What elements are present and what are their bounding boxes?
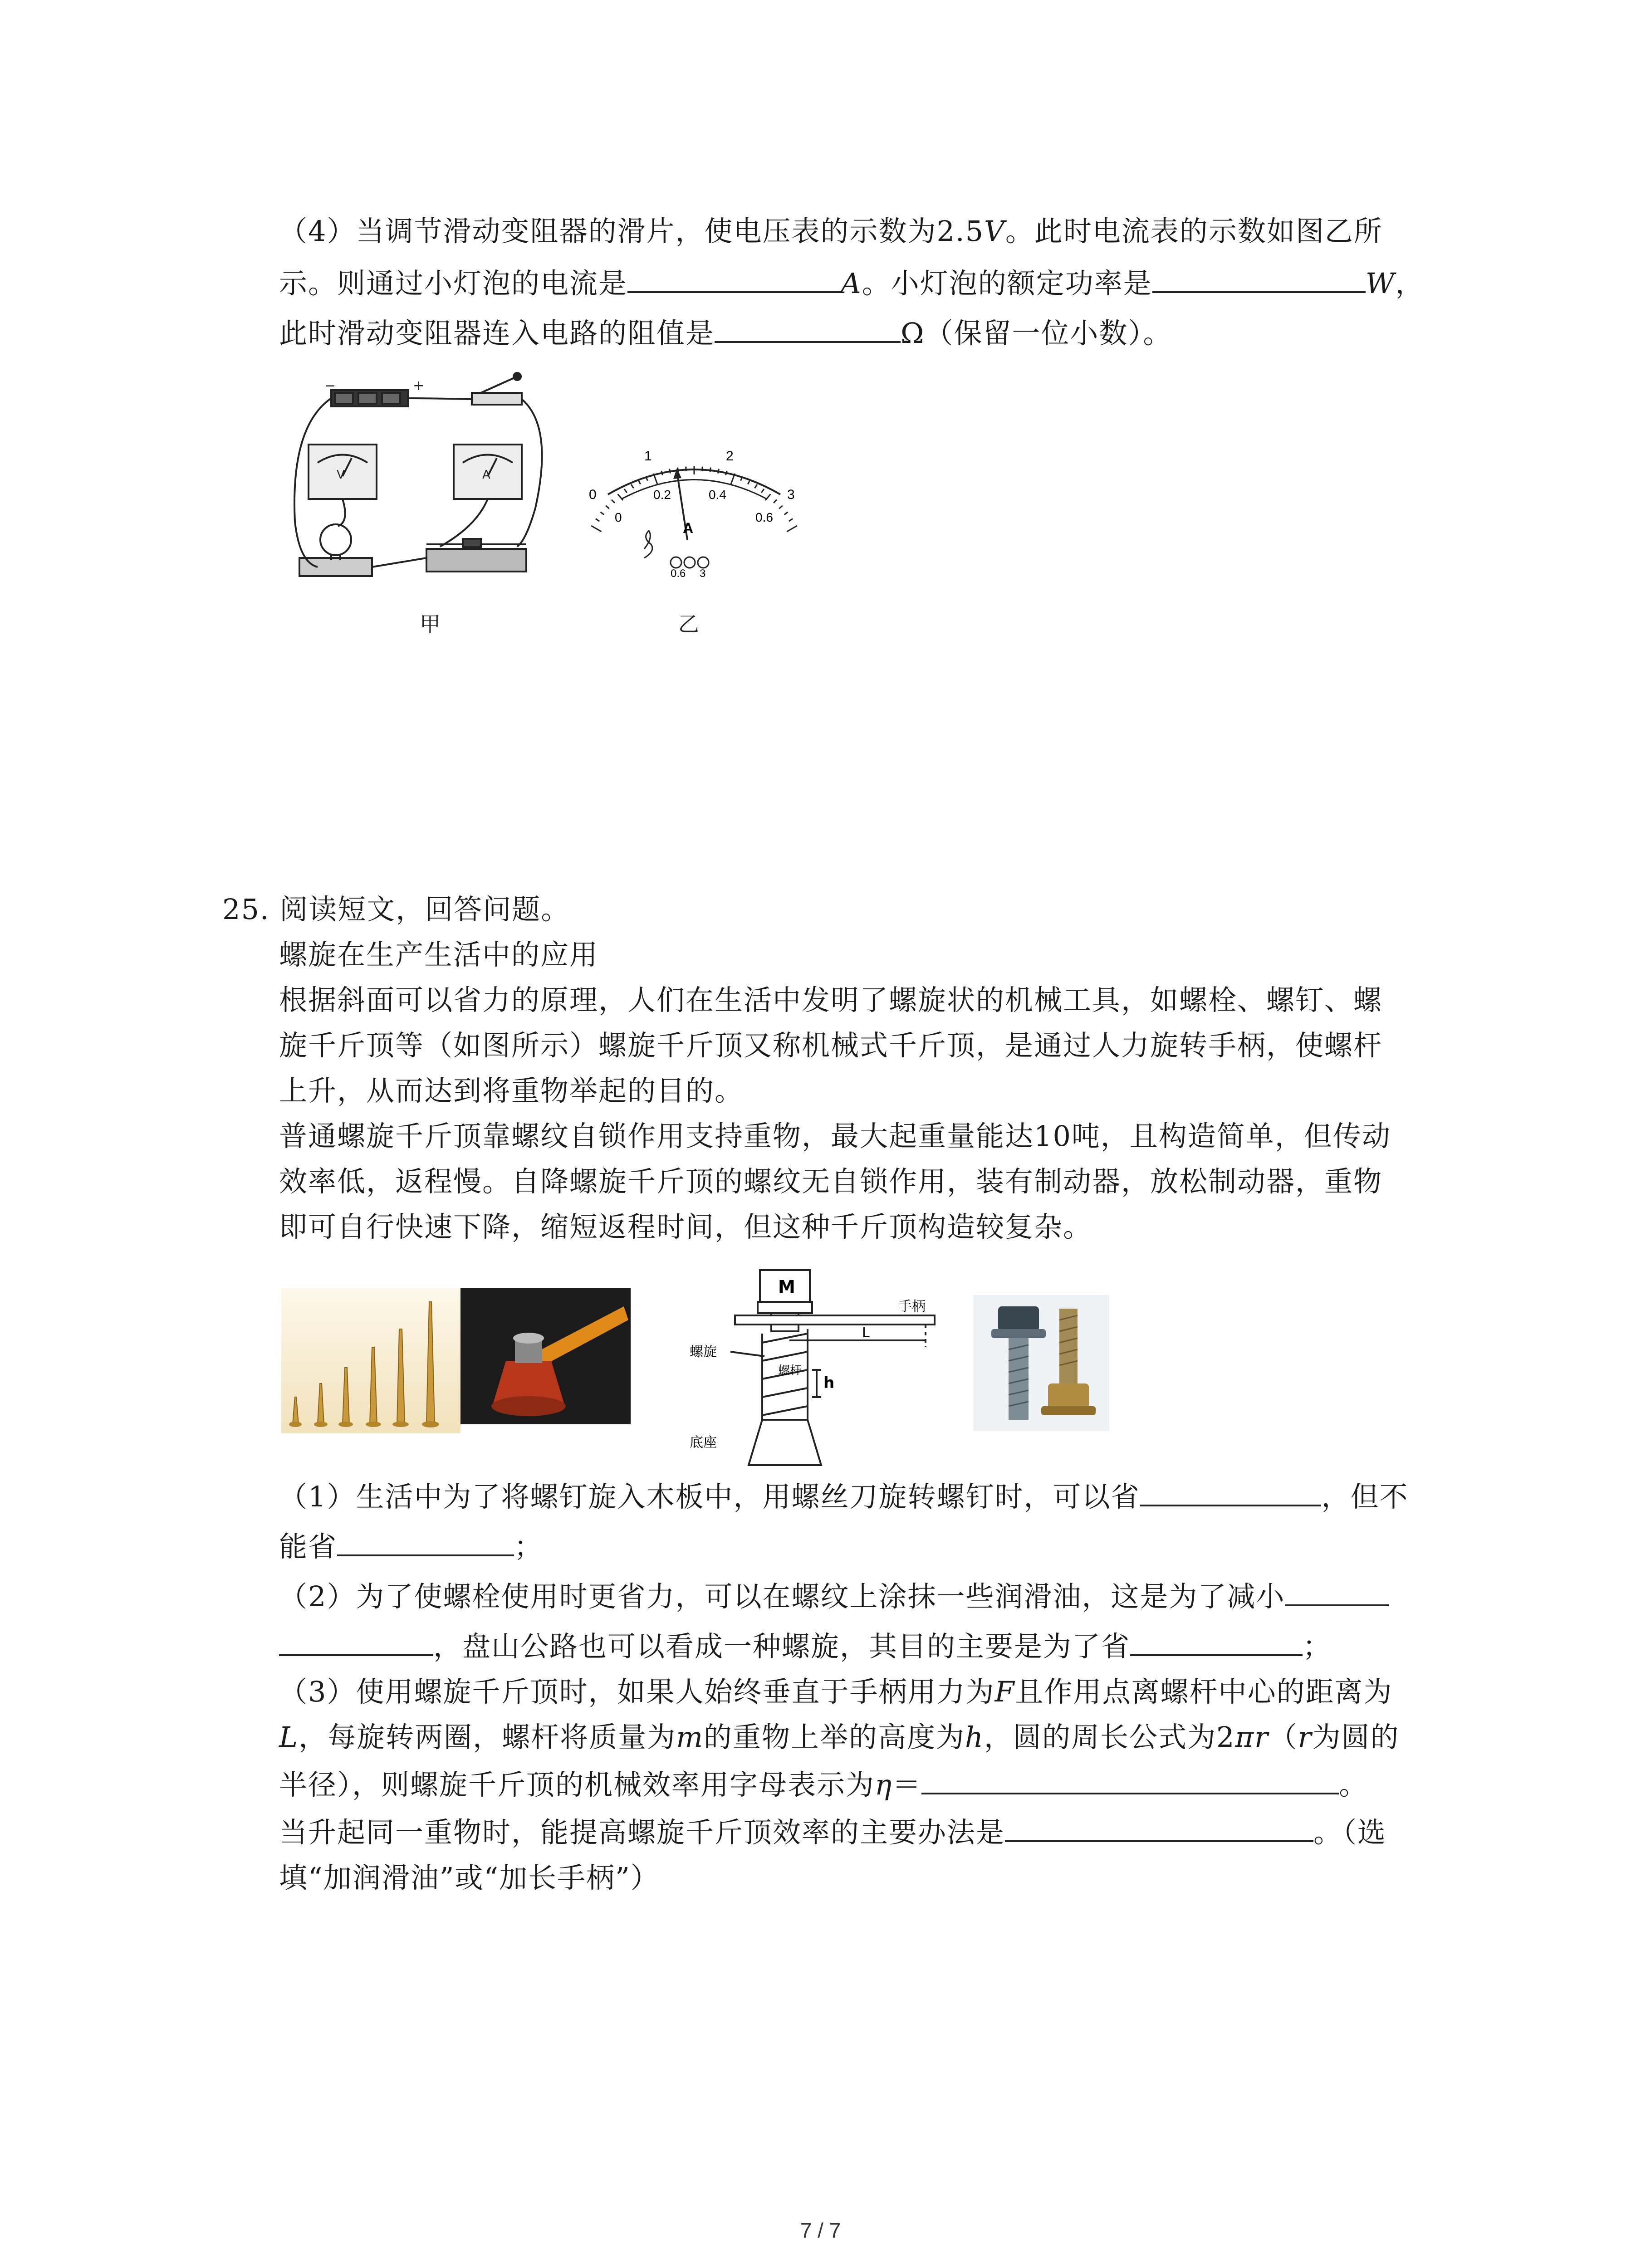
q25-sub3-line4 xyxy=(279,1812,1386,1851)
page-number: 7 / 7 xyxy=(800,2219,841,2242)
diagram-L-label: L xyxy=(862,1325,870,1341)
q25-para1-line2: 旋千斤顶等（如图所示）螺旋千斤顶又称机械式千斤顶，是通过人力旋转手柄，使螺杆 xyxy=(279,1029,1383,1062)
q25-sub3-line2 xyxy=(279,1719,1399,1755)
dial-tick xyxy=(661,471,663,475)
dial-tick xyxy=(765,494,771,500)
dial-tick xyxy=(761,489,764,493)
dial-tick xyxy=(718,469,719,474)
dial-tick xyxy=(789,518,793,521)
circuit-figure-jia xyxy=(281,372,554,603)
reduce-what-answer-blank-cont[interactable] xyxy=(279,1626,433,1656)
q24-line1-text: （4）当调节滑动变阻器的滑片，使电压表的示数为2.5 xyxy=(279,215,985,248)
q25-sub3-line1 xyxy=(279,1674,1393,1710)
dial-tick xyxy=(748,480,750,484)
q25-sub3-line3-end: 。 xyxy=(1339,1768,1368,1801)
q25-sub2-line1 xyxy=(279,1576,1389,1615)
dial-tick xyxy=(638,480,641,484)
q24-line2-end: ， xyxy=(1395,267,1425,300)
diagram-base-label: 底座 xyxy=(690,1435,717,1451)
voltmeter-symbol: V xyxy=(337,468,345,482)
dial-tick xyxy=(787,526,797,532)
diagram-handle-label: 手柄 xyxy=(898,1299,926,1315)
q25-sub3-L: L xyxy=(279,1721,299,1754)
q25-sub1-text1: （1）生活中为了将螺钉旋入木板中，用螺丝刀旋转螺钉时，可以省 xyxy=(279,1480,1140,1513)
figure-caption-yi: 乙 xyxy=(678,612,699,636)
save-what-answer-blank[interactable] xyxy=(1140,1476,1321,1506)
improve-efficiency-answer-blank[interactable] xyxy=(1005,1812,1313,1842)
dial-tick xyxy=(755,484,757,488)
q25-para2-line3: 即可自行快速下降，缩短返程时间，但这种千斤顶构造较复杂。 xyxy=(279,1210,1092,1243)
dial-bottom-0: 0 xyxy=(615,510,622,524)
dial-top-3: 3 xyxy=(787,487,795,502)
q24-line2-start: 示。则通过小灯泡的电流是 xyxy=(279,267,628,300)
dial-tick xyxy=(774,500,777,503)
dial-ammeter-symbol: A xyxy=(683,520,694,536)
dial-tick xyxy=(784,512,788,515)
q25-sub3-pir: πr xyxy=(1235,1721,1269,1754)
q25-para2-line2: 效率低，返程慢。自降螺旋千斤顶的螺纹无自锁作用，装有制动器，放松制动器，重物 xyxy=(279,1165,1383,1198)
q25-para1-line1: 根据斜面可以省力的原理，人们在生活中发明了螺旋状的机械工具，如螺栓、螺钉、螺 xyxy=(279,983,1383,1017)
q25-para1-line3: 上升，从而达到将重物举起的目的。 xyxy=(279,1074,744,1107)
q25-sub1-text1-end: ，但不 xyxy=(1321,1480,1409,1513)
q25-sub3-line3 xyxy=(279,1765,1368,1803)
q24-line2-mid: 。小灯泡的额定功率是 xyxy=(862,267,1152,300)
dial-tick xyxy=(779,506,782,509)
q25-sub2-line2 xyxy=(279,1626,1332,1665)
q25-sub1-line1 xyxy=(279,1476,1408,1515)
q25-sub3-line2-a: ，每旋转两圈，螺杆将质量为 xyxy=(299,1721,676,1754)
q25-sub3-line1-start: （3）使用螺旋千斤顶时，如果人始终垂直于手柄用力为 xyxy=(279,1675,995,1708)
q24-part4-line3 xyxy=(279,313,1172,352)
q25-sub3-line4-start: 当升起同一重物时，能提高螺旋千斤顶效率的主要办法是 xyxy=(279,1816,1005,1849)
q24-line1-end: 。此时电流表的示数如图乙所 xyxy=(1005,215,1383,248)
dial-tick xyxy=(624,489,627,493)
jack-photo xyxy=(460,1288,631,1424)
cannot-save-answer-blank[interactable] xyxy=(337,1526,514,1556)
q25-sub3-line2-c: ，圆的周长公式为2 xyxy=(984,1721,1235,1754)
power-answer-blank[interactable] xyxy=(1152,263,1366,293)
q25-sub3-eq: ＝ xyxy=(892,1768,922,1801)
dial-tick xyxy=(618,494,623,500)
q25-sub1-text2-end: ； xyxy=(514,1530,544,1563)
bolts-photo xyxy=(973,1295,1109,1431)
q24-line3-end: Ω（保留一位小数）。 xyxy=(901,317,1172,350)
q25-sub3-r: r xyxy=(1298,1721,1313,1754)
q25-sub3-eta: η xyxy=(875,1768,893,1801)
q25-sub3-m: m xyxy=(676,1721,704,1754)
diagram-h-label: h xyxy=(823,1374,835,1392)
dial-tick xyxy=(631,484,633,488)
mountain-road-answer-blank[interactable] xyxy=(1130,1626,1303,1656)
dial-top-0: 0 xyxy=(589,487,597,502)
dial-tick xyxy=(591,526,602,532)
q25-sub3-line1-end: 且作用点离螺杆中心的距离为 xyxy=(1015,1675,1393,1708)
resistance-answer-blank[interactable] xyxy=(715,313,901,343)
q25-sub3-line2-e: 为圆的 xyxy=(1312,1721,1400,1754)
reduce-what-answer-blank[interactable] xyxy=(1285,1576,1389,1606)
ammeter-symbol: A xyxy=(482,468,490,482)
q25-sub3-line3-start: 半径），则螺旋千斤顶的机械效率用字母表示为 xyxy=(279,1768,875,1801)
q25-sub1-line2 xyxy=(279,1526,543,1565)
q25-sub3-line5: 填“加润滑油”或“加长手柄”） xyxy=(279,1861,660,1894)
q25-sub3-line2-d: （ xyxy=(1269,1721,1298,1754)
q25-heading: 25. 阅读短文，回答问题。 xyxy=(222,893,570,926)
dial-tick xyxy=(612,500,615,503)
efficiency-formula-answer-blank[interactable] xyxy=(921,1765,1339,1794)
q25-sub3-line2-b: 的重物上举的高度为 xyxy=(703,1721,965,1754)
dial-tick xyxy=(702,467,703,471)
dial-bottom-04: 0.4 xyxy=(709,488,726,502)
q24-unit-w: W xyxy=(1365,267,1396,300)
dial-tick xyxy=(725,471,727,475)
q25-para2-line1: 普通螺旋千斤顶靠螺纹自锁作用支持重物，最大起重量能达10吨，且构造简单，但传动 xyxy=(279,1119,1391,1153)
q24-unit-a: A xyxy=(841,267,862,300)
q25-sub2-text1: （2）为了使螺栓使用时更省力，可以在螺纹上涂抹一些润滑油，这是为了减小 xyxy=(279,1580,1285,1613)
diagram-screw-label: 螺旋 xyxy=(690,1344,717,1360)
dial-top-1: 1 xyxy=(644,449,652,464)
q24-line3-start: 此时滑动变阻器连入电路的阻值是 xyxy=(279,317,715,350)
dial-bottom-06: 0.6 xyxy=(755,510,773,524)
q25-sub2-text2-end: ； xyxy=(1303,1630,1332,1663)
terminal-3: 3 xyxy=(700,567,706,580)
diagram-mass-label: M xyxy=(778,1277,795,1297)
battery-minus-label: − xyxy=(324,378,336,394)
dial-tick xyxy=(596,518,599,521)
screws-photo xyxy=(281,1288,460,1433)
dial-tick xyxy=(606,506,609,509)
q24-part4-line2 xyxy=(279,263,1425,302)
q25-sub3-F: F xyxy=(994,1675,1015,1708)
dial-bottom-02: 0.2 xyxy=(653,488,671,502)
q25-article-title: 螺旋在生产生活中的应用 xyxy=(279,938,599,971)
q24-line1-unit: V xyxy=(984,215,1005,248)
q24-part4-line1 xyxy=(279,213,1383,249)
q25-sub2-text2-mid: ，盘山公路也可以看成一种螺旋，其目的主要是为了省 xyxy=(433,1630,1131,1663)
battery-plus-label: + xyxy=(413,378,425,394)
ammeter-dial-figure-yi xyxy=(581,435,817,585)
diagram-rod-label: 螺杆 xyxy=(778,1364,802,1378)
current-answer-blank[interactable] xyxy=(627,263,841,293)
figure-caption-jia: 甲 xyxy=(420,612,441,636)
dial-tick xyxy=(670,469,671,474)
terminal-06: 0.6 xyxy=(671,567,686,580)
q25-sub3-line4-end: 。（选 xyxy=(1313,1816,1387,1849)
dial-top-2: 2 xyxy=(726,449,734,464)
dial-tick xyxy=(601,512,604,515)
screw-jack-diagram xyxy=(681,1266,953,1470)
q25-sub1-text2: 能省 xyxy=(279,1530,338,1563)
q25-sub3-h: h xyxy=(965,1721,984,1754)
